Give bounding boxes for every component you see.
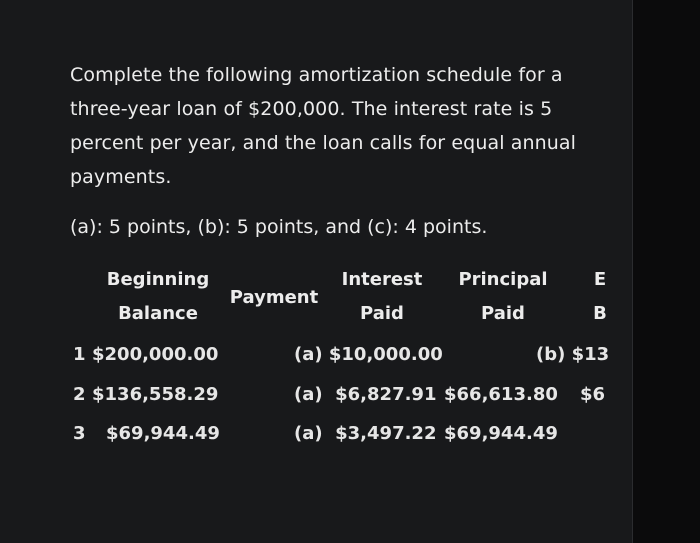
row-1-beginning-balance: $200,000.00 bbox=[92, 344, 219, 365]
row-1-interest-paid: (a) $10,000.00 bbox=[294, 344, 443, 365]
row-3-interest-paid: (a) $3,497.22 bbox=[294, 423, 437, 444]
right-gutter bbox=[633, 0, 700, 543]
header-interest-paid-line1: Interest bbox=[341, 269, 423, 290]
header-interest-paid-line2: Paid bbox=[360, 303, 404, 324]
row-2-interest-paid: (a) $6,827.91 bbox=[294, 384, 437, 405]
header-beginning-balance-line2: Balance bbox=[118, 303, 198, 324]
row-2-principal-paid: $66,613.80 bbox=[444, 384, 558, 405]
row-3-beginning-balance: $69,944.49 bbox=[106, 423, 220, 444]
row-3-principal-paid: $69,944.49 bbox=[444, 423, 558, 444]
row-2-beginning-balance: $136,558.29 bbox=[92, 384, 219, 405]
header-principal-paid-line1: Principal bbox=[458, 269, 548, 290]
row-2-year: 2 bbox=[73, 384, 86, 405]
question-text: Complete the following amortization schedule for a three-year loan of $200,000. The interest rate is 5 percent per year, and the loan calls for equal annual payments. bbox=[70, 64, 577, 188]
header-principal-paid-line2: Paid bbox=[481, 303, 525, 324]
header-ending-balance-line2: B bbox=[593, 303, 607, 324]
header-payment-label: Payment bbox=[229, 287, 319, 308]
header-payment bbox=[226, 281, 322, 315]
header-interest-paid bbox=[334, 263, 430, 331]
header-ending-balance-line1: E bbox=[593, 269, 607, 290]
row-1-year: 1 bbox=[73, 344, 86, 365]
points-text: (a): 5 points, (b): 5 points, and (c): 4 points. bbox=[70, 216, 488, 238]
row-2-ending-balance: $6 bbox=[580, 384, 606, 405]
header-ending-balance bbox=[590, 263, 610, 331]
header-beginning-balance-line1: Beginning bbox=[106, 269, 210, 290]
row-3-year: 3 bbox=[73, 423, 86, 444]
header-beginning-balance bbox=[102, 263, 214, 331]
row-1-principal-paid: (b) $13 bbox=[536, 344, 610, 365]
header-principal-paid bbox=[453, 263, 553, 331]
